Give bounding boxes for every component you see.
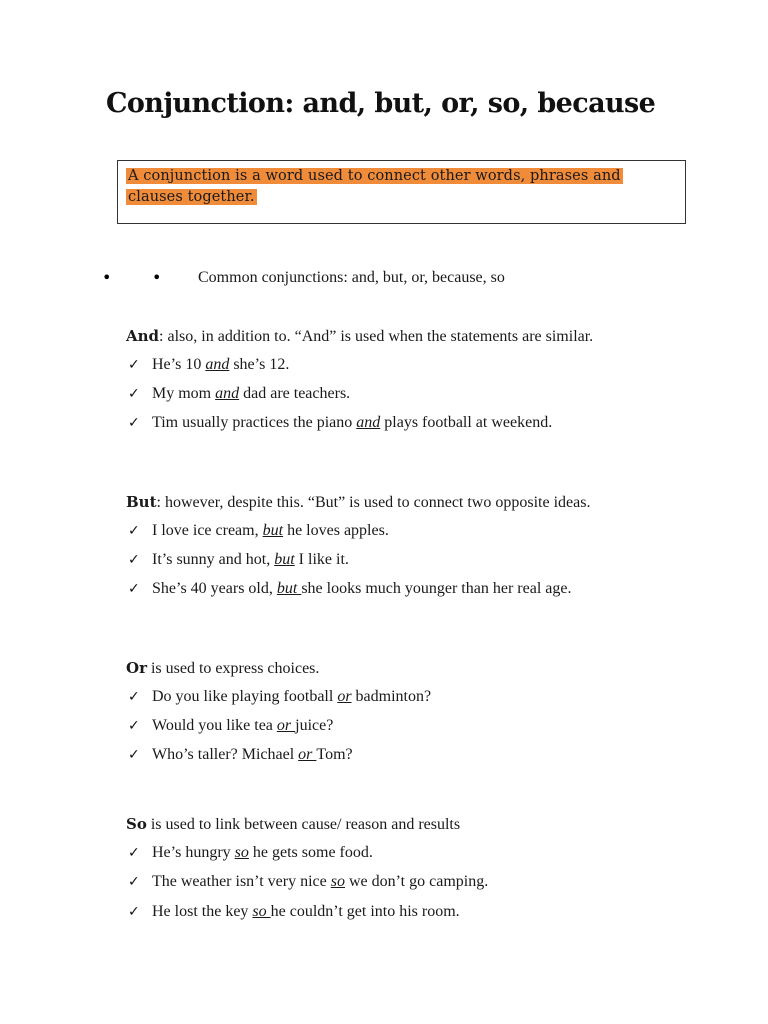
list-item: ✓ Do you like playing football or badminton? [0, 686, 768, 708]
list-item: ✓ The weather isn’t very nice so we don’t go camping. [0, 871, 768, 893]
list-item: ✓ Would you like tea or juice? [0, 715, 768, 737]
bullet-dot: • [102, 268, 112, 287]
definition-text: A conjunction is a word used to connect other words, phrases and clauses together. [128, 168, 621, 205]
list-item: ✓ He’s hungry so he gets some food. [0, 842, 768, 864]
list-item: ✓ My mom and dad are teachers. [0, 383, 768, 405]
section-heading: But: however, despite this. “But” is used to connect two opposite ideas. [126, 493, 591, 511]
checkmark-icon: ✓ [128, 523, 140, 539]
checkmark-icon: ✓ [128, 386, 140, 402]
checkmark-icon: ✓ [128, 581, 140, 597]
common-conjunctions-text: Common conjunctions: and, but, or, because, so [198, 269, 505, 286]
checkmark-icon: ✓ [128, 747, 140, 763]
checkmark-icon: ✓ [128, 845, 140, 861]
checkmark-icon: ✓ [128, 415, 140, 431]
list-item: ✓ He lost the key so he couldn’t get into his room. [0, 901, 768, 923]
section-heading: And: also, in addition to. “And” is used when the statements are similar. [126, 327, 594, 345]
checkmark-icon: ✓ [128, 718, 140, 734]
list-item: ✓ It’s sunny and hot, but I like it. [0, 549, 768, 571]
checkmark-icon: ✓ [128, 689, 140, 705]
checkmark-icon: ✓ [128, 357, 140, 373]
checkmark-icon: ✓ [128, 904, 140, 920]
list-item: ✓ Who’s taller? Michael or Tom? [0, 744, 768, 766]
section-heading: So is used to link between cause/ reason and results [126, 815, 461, 833]
list-item: ✓ She’s 40 years old, but she looks much younger than her real age. [0, 578, 768, 600]
definition-box [117, 160, 686, 224]
list-item: ✓ I love ice cream, but he loves apples. [0, 520, 768, 542]
page-title: Conjunction: and, but, or, so, because [106, 88, 656, 119]
checkmark-icon: ✓ [128, 552, 140, 568]
bullet-dot: • [152, 268, 162, 287]
list-item: ✓ He’s 10 and she’s 12. [0, 354, 768, 376]
list-item: ✓ Tim usually practices the piano and plays football at weekend. [0, 412, 768, 434]
common-conjunctions-bullet [0, 266, 768, 290]
section-heading: Or is used to express choices. [126, 659, 320, 677]
checkmark-icon: ✓ [128, 874, 140, 890]
